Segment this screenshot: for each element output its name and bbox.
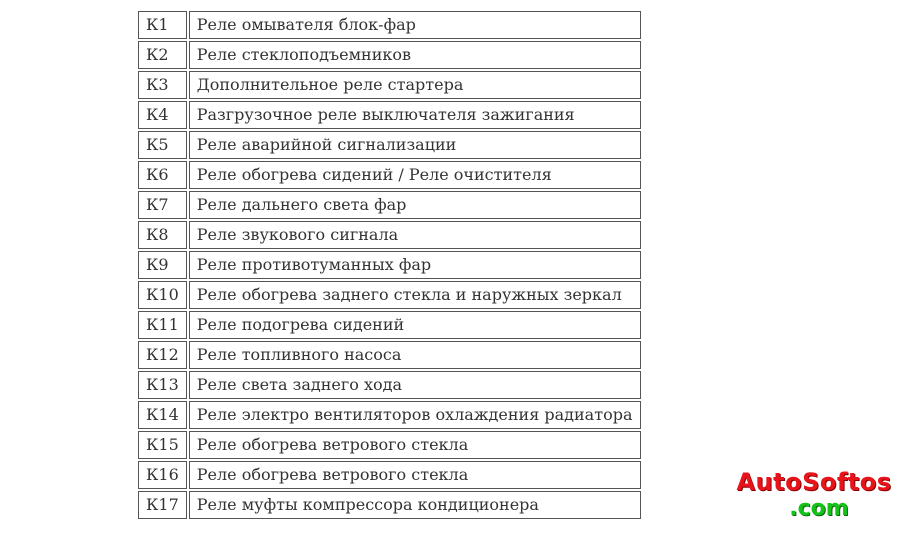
relay-description-cell: Реле противотуманных фар bbox=[189, 251, 641, 279]
watermark-domain: .com bbox=[789, 496, 849, 521]
relay-table-body bbox=[138, 11, 641, 519]
relay-table bbox=[136, 9, 643, 521]
relay-code-cell: К1 bbox=[138, 11, 187, 39]
relay-code-cell: К17 bbox=[138, 491, 187, 519]
table-row bbox=[138, 311, 641, 339]
relay-code-cell: К4 bbox=[138, 101, 187, 129]
table-row bbox=[138, 71, 641, 99]
relay-code-cell: К10 bbox=[138, 281, 187, 309]
relay-code-cell: К9 bbox=[138, 251, 187, 279]
relay-description-cell: Реле аварийной сигнализации bbox=[189, 131, 641, 159]
relay-code-cell: К15 bbox=[138, 431, 187, 459]
table-row bbox=[138, 401, 641, 429]
relay-description-cell: Реле звукового сигнала bbox=[189, 221, 641, 249]
relay-code-cell: К2 bbox=[138, 41, 187, 69]
table-row bbox=[138, 161, 641, 189]
relay-code-cell: К14 bbox=[138, 401, 187, 429]
table-row bbox=[138, 461, 641, 489]
relay-code-cell: К5 bbox=[138, 131, 187, 159]
table-row bbox=[138, 341, 641, 369]
relay-description-cell: Разгрузочное реле выключателя зажигания bbox=[189, 101, 641, 129]
relay-description-cell: Реле обогрева ветрового стекла bbox=[189, 461, 641, 489]
table-row bbox=[138, 131, 641, 159]
relay-code-cell: К12 bbox=[138, 341, 187, 369]
relay-description-cell: Реле омывателя блок-фар bbox=[189, 11, 641, 39]
relay-code-cell: К7 bbox=[138, 191, 187, 219]
table-row bbox=[138, 221, 641, 249]
table-row bbox=[138, 11, 641, 39]
table-row bbox=[138, 431, 641, 459]
table-row bbox=[138, 191, 641, 219]
relay-code-cell: К8 bbox=[138, 221, 187, 249]
relay-code-cell: К6 bbox=[138, 161, 187, 189]
table-row bbox=[138, 41, 641, 69]
relay-description-cell: Реле муфты компрессора кондиционера bbox=[189, 491, 641, 519]
relay-description-cell: Реле топливного насоса bbox=[189, 341, 641, 369]
watermark-logo bbox=[718, 470, 910, 520]
relay-code-cell: К13 bbox=[138, 371, 187, 399]
relay-description-cell: Реле обогрева заднего стекла и наружных зеркал bbox=[189, 281, 641, 309]
relay-description-cell: Реле света заднего хода bbox=[189, 371, 641, 399]
relay-description-cell: Реле электро вентиляторов охлаждения радиатора bbox=[189, 401, 641, 429]
relay-code-cell: К11 bbox=[138, 311, 187, 339]
relay-description-cell: Дополнительное реле стартера bbox=[189, 71, 641, 99]
table-row bbox=[138, 101, 641, 129]
table-row bbox=[138, 251, 641, 279]
relay-code-cell: К16 bbox=[138, 461, 187, 489]
relay-description-cell: Реле стеклоподъемников bbox=[189, 41, 641, 69]
relay-description-cell: Реле обогрева ветрового стекла bbox=[189, 431, 641, 459]
table-row bbox=[138, 371, 641, 399]
relay-description-cell: Реле подогрева сидений bbox=[189, 311, 641, 339]
table-row bbox=[138, 281, 641, 309]
relay-description-cell: Реле обогрева сидений / Реле очистителя bbox=[189, 161, 641, 189]
relay-description-cell: Реле дальнего света фар bbox=[189, 191, 641, 219]
watermark-brand: AutoSoftos bbox=[736, 468, 892, 496]
relay-code-cell: К3 bbox=[138, 71, 187, 99]
table-row bbox=[138, 491, 641, 519]
